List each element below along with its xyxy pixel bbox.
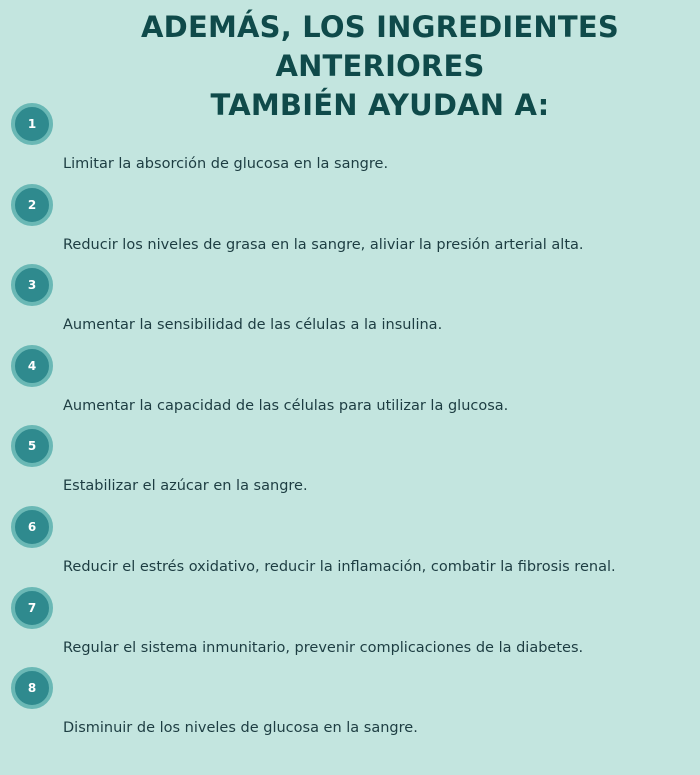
step-number-badge: 4 <box>11 345 53 387</box>
list-item-text: Disminuir de los niveles de glucosa en la sangre. <box>63 720 418 737</box>
step-number-badge: 8 <box>11 667 53 709</box>
step-number-badge: 6 <box>11 506 53 548</box>
list-item-text: Reducir el estrés oxidativo, reducir la inflamación, combatir la fibrosis renal. <box>63 558 616 575</box>
step-number-badge: 7 <box>11 587 53 629</box>
step-number-badge: 2 <box>11 184 53 226</box>
list-item-text: Regular el sistema inmunitario, prevenir complicaciones de la diabetes. <box>63 639 584 656</box>
list-item-text: Reducir los niveles de grasa en la sangre, aliviar la presión arterial alta. <box>63 236 584 253</box>
page-title-line-2: TAMBIÉN AYUDAN A: <box>210 88 550 122</box>
step-number-badge: 5 <box>11 425 53 467</box>
list-item <box>0 103 700 184</box>
step-number-badge: 1 <box>11 103 53 145</box>
list-item-text: Limitar la absorción de glucosa en la sangre. <box>63 156 389 172</box>
list-item-text: Aumentar la capacidad de las células para utilizar la glucosa. <box>63 397 509 414</box>
list-item-text: Aumentar la sensibilidad de las células a la insulina. <box>63 317 443 334</box>
list-item <box>0 264 700 345</box>
benefits-list <box>0 103 700 748</box>
page-title-line-1: ADEMÁS, LOS INGREDIENTES ANTERIORES <box>141 10 619 83</box>
list-item <box>0 587 700 668</box>
list-item <box>0 345 700 426</box>
step-number-badge: 3 <box>11 264 53 306</box>
list-item-text: Estabilizar el azúcar en la sangre. <box>63 478 308 495</box>
list-item <box>0 506 700 587</box>
list-item <box>0 667 700 748</box>
list-item <box>0 184 700 265</box>
list-item <box>0 425 700 506</box>
